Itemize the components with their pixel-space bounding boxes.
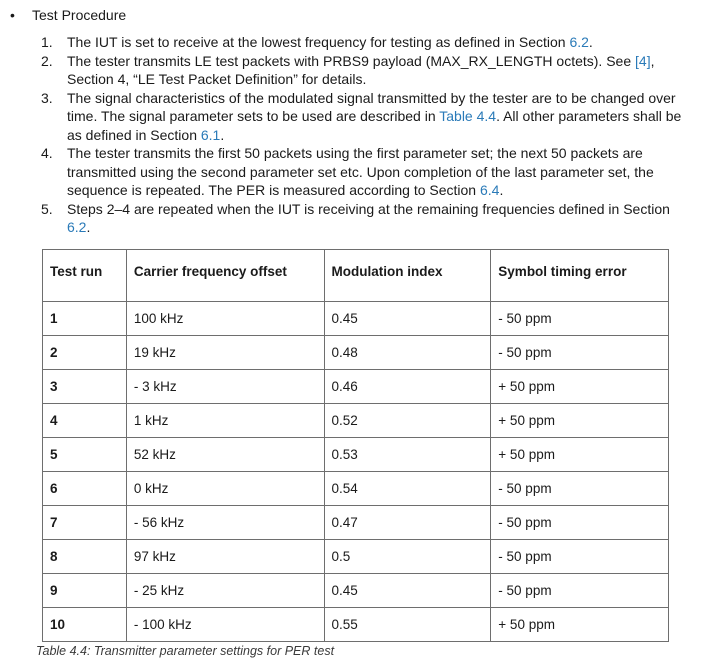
cell-test-run: 10 [43, 608, 127, 642]
cell-modulation-index: 0.45 [324, 574, 491, 608]
step-text: Steps 2–4 are repeated when the IUT is receiving at the remaining frequencies defined in Section [67, 200, 670, 217]
cell-symbol-timing-error: - 50 ppm [491, 506, 669, 540]
cell-modulation-index: 0.54 [324, 472, 491, 506]
header-carrier-frequency-offset: Carrier frequency offset [126, 250, 324, 302]
step-text: The tester transmits the first 50 packets using the first parameter set; the next 50 packets are transmitted using the second parameter set etc. Upon completion of the last parameter set, the sequence is repeated. The PER is measured according to Section [67, 145, 654, 198]
section-heading [10, 6, 126, 24]
reference-link[interactable]: [4] [635, 52, 651, 69]
step-text: The signal characteristics of the modulated signal transmitted by the tester are to be changed over time. The signal parameter sets to be used are described in [67, 89, 676, 124]
step-item [37, 200, 682, 237]
table-row [43, 302, 669, 336]
cell-test-run: 7 [43, 506, 127, 540]
cell-symbol-timing-error: - 50 ppm [491, 302, 669, 336]
cell-modulation-index: 0.46 [324, 370, 491, 404]
section-link[interactable]: 6.2 [67, 219, 87, 235]
cell-test-run: 3 [43, 370, 127, 404]
table-row [43, 608, 669, 642]
cell-symbol-timing-error: + 50 ppm [491, 404, 669, 438]
cell-carrier-frequency-offset: 19 kHz [126, 336, 324, 370]
table-row [43, 370, 669, 404]
table-row [43, 472, 669, 506]
cell-modulation-index: 0.5 [324, 540, 491, 574]
table-row [43, 336, 669, 370]
step-text: . [86, 219, 91, 235]
step-number: 2. [41, 52, 53, 69]
cell-modulation-index: 0.47 [324, 506, 491, 540]
section-title: Test Procedure [32, 7, 127, 23]
cell-test-run: 9 [43, 574, 127, 608]
step-number: 5. [41, 200, 53, 217]
table-row [43, 574, 669, 608]
section-link[interactable]: 6.4 [479, 182, 500, 198]
cell-symbol-timing-error: + 50 ppm [491, 438, 669, 472]
step-text: . All other parameters shall be as defined in Section [67, 108, 682, 143]
table-row [43, 506, 669, 540]
section-link[interactable]: 6.2 [569, 34, 589, 50]
cell-symbol-timing-error: - 50 ppm [491, 540, 669, 574]
header-symbol-timing-error: Symbol timing error [491, 250, 669, 302]
step-text: , Section 4, “LE Test Packet Definition” for details. [67, 52, 655, 87]
cell-test-run: 1 [43, 302, 127, 336]
cell-carrier-frequency-offset: - 100 kHz [126, 608, 324, 642]
header-test-run: Test run [43, 250, 127, 302]
step-text: The tester transmits LE test packets with PRBS9 payload (MAX_RX_LENGTH octets). See [67, 52, 636, 69]
cell-modulation-index: 0.53 [324, 438, 491, 472]
cell-carrier-frequency-offset: 97 kHz [126, 540, 324, 574]
cell-carrier-frequency-offset: 0 kHz [126, 472, 324, 506]
cell-carrier-frequency-offset: - 3 kHz [126, 370, 324, 404]
cell-symbol-timing-error: - 50 ppm [491, 472, 669, 506]
cell-carrier-frequency-offset: 100 kHz [126, 302, 324, 336]
cell-test-run: 8 [43, 540, 127, 574]
step-text: . [499, 182, 504, 198]
table-body [43, 302, 669, 642]
table-link[interactable]: Table 4.4 [439, 108, 497, 124]
cell-symbol-timing-error: - 50 ppm [491, 336, 669, 370]
step-number: 1. [41, 34, 53, 50]
table-header-row [43, 250, 669, 302]
cell-modulation-index: 0.45 [324, 302, 491, 336]
cell-symbol-timing-error: + 50 ppm [491, 608, 669, 642]
step-text: . [220, 126, 225, 143]
cell-carrier-frequency-offset: - 25 kHz [126, 574, 324, 608]
cell-symbol-timing-error: + 50 ppm [491, 370, 669, 404]
cell-carrier-frequency-offset: - 56 kHz [126, 506, 324, 540]
table-caption: Table 4.4: Transmitter parameter settings for PER test [36, 644, 335, 658]
table-row [43, 438, 669, 472]
header-modulation-index: Modulation index [324, 250, 491, 302]
cell-modulation-index: 0.48 [324, 336, 491, 370]
parameter-table [42, 249, 669, 642]
cell-test-run: 6 [43, 472, 127, 506]
step-text: The IUT is set to receive at the lowest frequency for testing as defined in Section [67, 34, 570, 50]
cell-symbol-timing-error: - 50 ppm [491, 574, 669, 608]
table-row [43, 404, 669, 438]
bullet-icon: • [10, 7, 15, 23]
cell-carrier-frequency-offset: 52 kHz [126, 438, 324, 472]
step-item [37, 89, 682, 145]
step-item [37, 52, 682, 89]
step-item [37, 33, 682, 52]
procedure-steps [37, 33, 682, 237]
cell-test-run: 2 [43, 336, 127, 370]
step-text: . [588, 34, 593, 50]
cell-modulation-index: 0.52 [324, 404, 491, 438]
step-number: 3. [41, 89, 53, 106]
cell-test-run: 4 [43, 404, 127, 438]
step-item [37, 144, 682, 200]
cell-modulation-index: 0.55 [324, 608, 491, 642]
cell-carrier-frequency-offset: 1 kHz [126, 404, 324, 438]
cell-test-run: 5 [43, 438, 127, 472]
table-row [43, 540, 669, 574]
step-number: 4. [41, 145, 53, 161]
section-link[interactable]: 6.1 [200, 126, 221, 143]
